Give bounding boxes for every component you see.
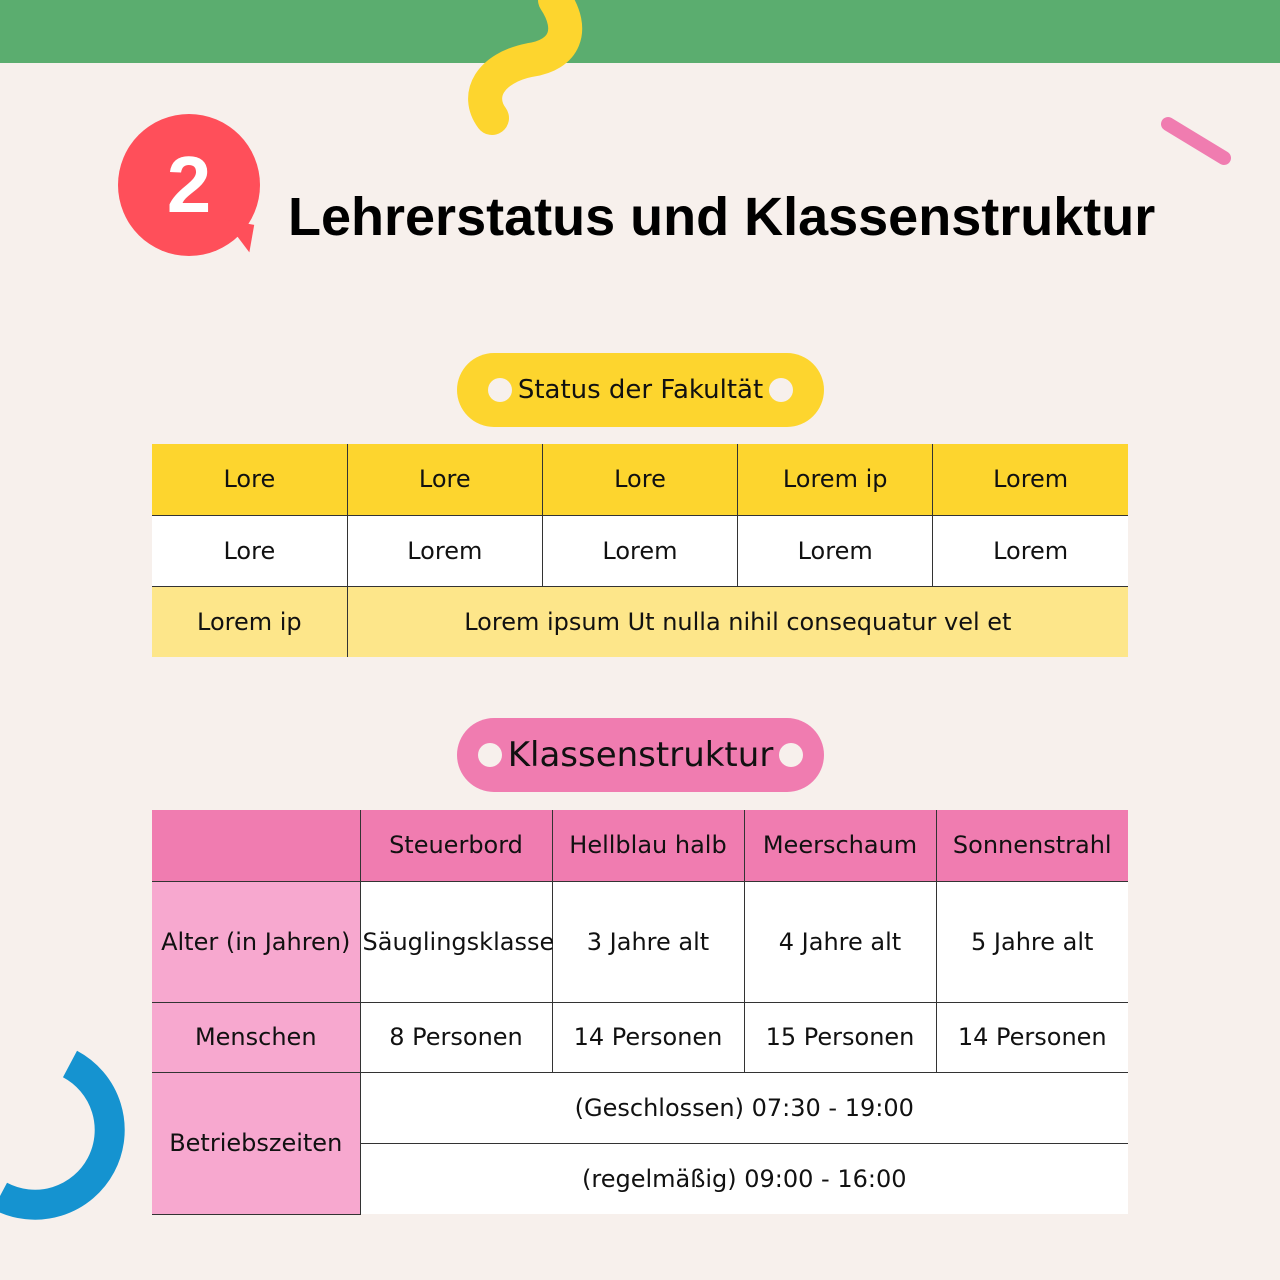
dot-icon	[779, 743, 803, 767]
cell: 14 Personen	[552, 1002, 744, 1072]
dot-icon	[488, 378, 512, 402]
header-cell: Lorem	[933, 444, 1128, 515]
cell: 14 Personen	[936, 1002, 1128, 1072]
label-text: Klassenstruktur	[507, 735, 774, 775]
blue-arc	[0, 1064, 110, 1205]
table-row	[152, 586, 1128, 657]
faculty-table	[152, 444, 1128, 657]
cell: (Geschlossen) 07:30 - 19:00	[360, 1072, 1128, 1143]
badge-tail	[220, 220, 254, 253]
header-cell: Sonnenstrahl	[936, 810, 1128, 881]
pink-dash	[1168, 124, 1224, 158]
cell: 15 Personen	[744, 1002, 936, 1072]
class-table	[152, 810, 1128, 1215]
faculty-status-label	[457, 353, 824, 427]
cell: Lorem	[933, 515, 1128, 586]
cell: 8 Personen	[360, 1002, 552, 1072]
label-text: Status der Fakultät	[517, 375, 764, 405]
cell: 5 Jahre alt	[936, 881, 1128, 1002]
dot-icon	[769, 378, 793, 402]
cell: Lorem	[542, 515, 737, 586]
table-row	[152, 444, 1128, 515]
header-cell: Steuerbord	[360, 810, 552, 881]
row-label: Alter (in Jahren)	[152, 881, 360, 1002]
table-row	[152, 1072, 1128, 1143]
table-row	[152, 881, 1128, 1002]
row-label: Betriebszeiten	[152, 1072, 360, 1214]
cell: Lorem ipsum Ut nulla nihil consequatur vel et	[347, 586, 1128, 657]
row-label: Menschen	[152, 1002, 360, 1072]
yellow-squiggle	[485, 0, 565, 118]
cell: Säuglingsklasse	[360, 881, 552, 1002]
header-cell: Lore	[347, 444, 542, 515]
class-structure-label	[457, 718, 824, 792]
table-row	[152, 810, 1128, 881]
cell: Lorem ip	[152, 586, 347, 657]
header-cell	[152, 810, 360, 881]
table-row	[152, 1002, 1128, 1072]
header-cell: Lorem ip	[738, 444, 933, 515]
cell: 4 Jahre alt	[744, 881, 936, 1002]
cell: Lore	[152, 515, 347, 586]
table-row	[152, 515, 1128, 586]
header-cell: Lore	[152, 444, 347, 515]
header-cell: Meerschaum	[744, 810, 936, 881]
cell: (regelmäßig) 09:00 - 16:00	[360, 1143, 1128, 1214]
cell: 3 Jahre alt	[552, 881, 744, 1002]
section-number: 2	[166, 140, 212, 229]
dot-icon	[478, 743, 502, 767]
cell: Lorem	[347, 515, 542, 586]
cell: Lorem	[738, 515, 933, 586]
header-cell: Lore	[542, 444, 737, 515]
page-title: Lehrerstatus und Klassenstruktur	[288, 187, 1156, 247]
header-cell: Hellblau halb	[552, 810, 744, 881]
